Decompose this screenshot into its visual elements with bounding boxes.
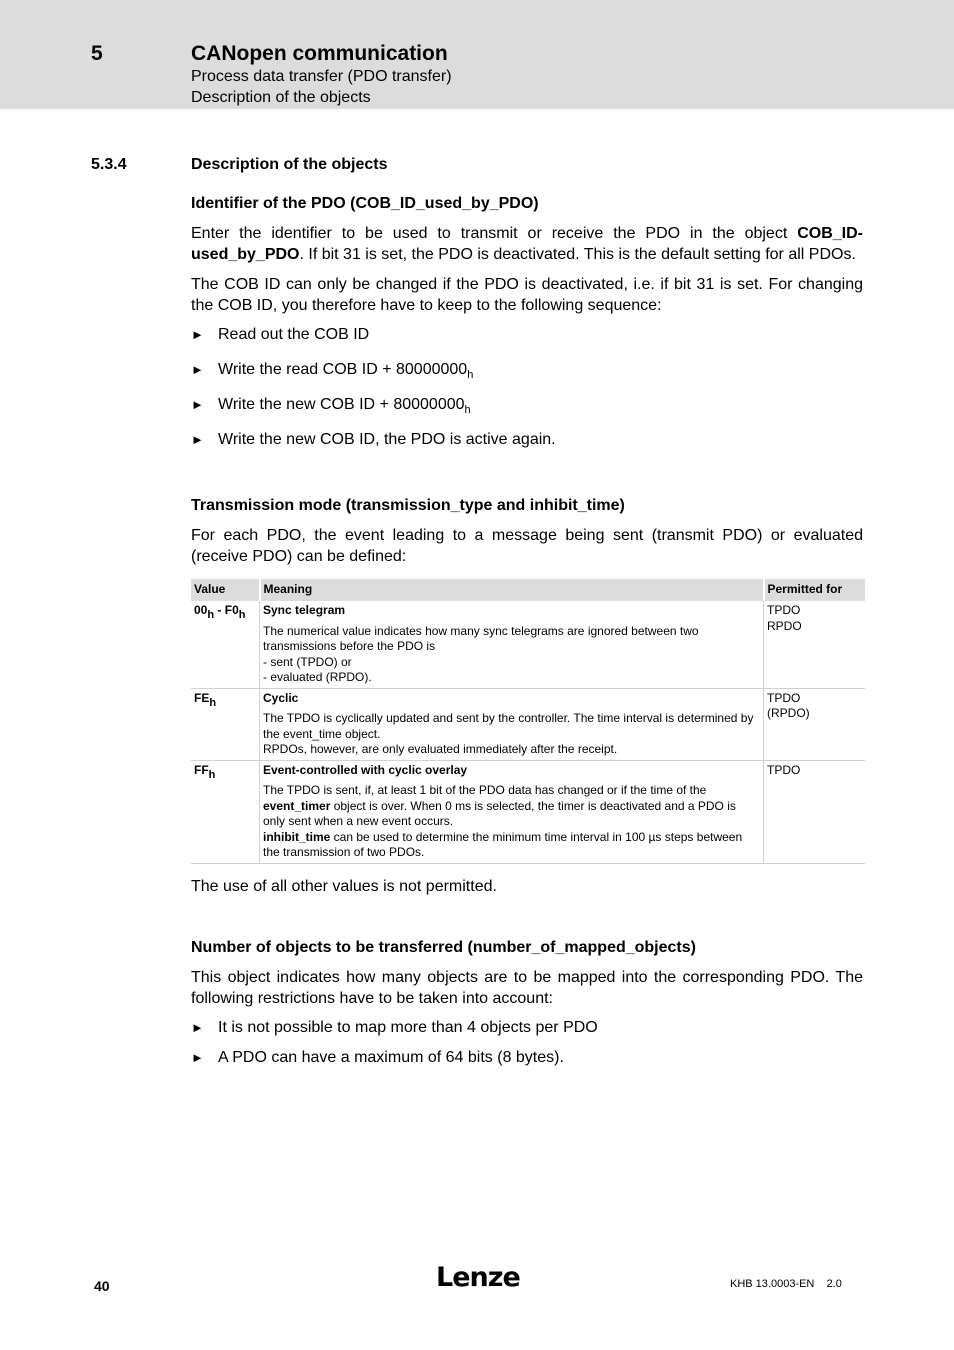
- mapped-section: [191, 938, 863, 1078]
- column-header-value: Value: [191, 579, 260, 601]
- permitted-cell: TPDO RPDO: [764, 601, 866, 688]
- value-cell: $00_h - F0_h$: [191, 601, 260, 688]
- list-item: ► Write the new COB ID + $80000000_h$: [191, 396, 471, 416]
- value-cell: $FF_h$: [191, 760, 260, 863]
- arrow-right-icon: ►: [191, 397, 204, 412]
- permitted-cell: TPDO: [764, 760, 866, 863]
- meaning-cell: [260, 760, 764, 863]
- chapter-subtitle-2: Description of the objects: [191, 89, 371, 106]
- chapter-title: CANopen communication: [191, 42, 448, 65]
- meaning-heading: Event-controlled with cyclic overlay: [263, 762, 468, 777]
- lenze-logo: Lenze: [436, 1262, 520, 1293]
- document-id: KHB 13.0003-EN 2.0: [730, 1278, 842, 1290]
- mapped-paragraph: This object indicates how many objects are to be mapped into the corresponding PDO. The following restrictions have to be taken into account:: [191, 969, 863, 1007]
- transmission-paragraph: For each PDO, the event leading to a message being sent (transmit PDO) or evaluated (receive PDO) can be defined:: [191, 527, 863, 565]
- meaning-body: The numerical value indicates how many sync telegrams are ignored between two transmissions before the PDO is - sent (TPDO) or - evaluated (RPDO).: [263, 623, 699, 684]
- identifier-heading: Identifier of the PDO (COB_ID_used_by_PDO): [191, 195, 539, 212]
- mapped-bullet-list: [191, 1018, 863, 1068]
- section-title: Description of the objects: [191, 156, 388, 173]
- table-note: [191, 877, 863, 898]
- permitted-cell: TPDO (RPDO): [764, 688, 866, 760]
- list-item: ► Write the new COB ID, the PDO is active again.: [191, 431, 556, 448]
- value-cell: $FE_h$: [191, 688, 260, 760]
- transmission-table: [191, 579, 865, 864]
- table-header-row: [191, 579, 865, 601]
- chapter-number: 5: [91, 42, 103, 65]
- meaning-heading: Sync telegram: [263, 603, 346, 617]
- list-item: ► A PDO can have a maximum of 64 bits (8 bytes).: [191, 1049, 564, 1066]
- chapter-subtitle-1: Process data transfer (PDO transfer): [191, 68, 452, 85]
- table-note-text: The use of all other values is not permitted.: [191, 878, 497, 895]
- arrow-right-icon: ►: [191, 1020, 204, 1035]
- arrow-right-icon: ►: [191, 362, 204, 377]
- column-header-permitted: Permitted for: [764, 579, 866, 601]
- table-row: [191, 760, 865, 863]
- arrow-right-icon: ►: [191, 432, 204, 447]
- list-item: ► Write the read COB ID + $80000000_h$: [191, 361, 474, 381]
- identifier-paragraph-1: Enter the identifier to be used to transmit or receive the PDO in the object COB_ID-used_by_PDO. If bit 31 is set, the PDO is deactivated. This is the default setting for all PDOs.: [191, 225, 863, 263]
- list-item: ► It is not possible to map more than 4 objects per PDO: [191, 1019, 598, 1036]
- meaning-cell: [260, 601, 764, 688]
- transmission-heading: Transmission mode (transmission_type and inhibit_time): [191, 497, 625, 514]
- meaning-cell: [260, 688, 764, 760]
- meaning-body: The TPDO is sent, if, at least 1 bit of the PDO data has changed or if the time of the event_timer object is over. When 0 ms is selected, the timer is deactivated and a PDO is only sent when a new event occurs. inhibit_time can be used to determine the minimum time interval in 100 µs steps between the transmission of two PDOs.: [263, 783, 743, 859]
- section-number: 5.3.4: [91, 156, 127, 173]
- header-band: [0, 0, 954, 109]
- transmission-section: [191, 496, 863, 567]
- column-header-meaning: Meaning: [260, 579, 764, 601]
- meaning-heading: Cyclic: [263, 690, 299, 705]
- table-row: [191, 688, 865, 760]
- meaning-body: The TPDO is cyclically updated and sent by the controller. The time interval is determined by the event_time object. RPDOs, however, are only evaluated immediately after the receipt.: [263, 711, 754, 756]
- page-number: 40: [94, 1278, 110, 1294]
- identifier-paragraph-2: The COB ID can only be changed if the PDO is deactivated, i.e. if bit 31 is set. For changing the COB ID, you therefore have to keep to the following sequence:: [191, 276, 863, 314]
- list-item: ► Read out the COB ID: [191, 326, 370, 343]
- arrow-right-icon: ►: [191, 327, 204, 342]
- table-row: [191, 601, 865, 688]
- identifier-section: [191, 194, 863, 465]
- identifier-bullet-list: [191, 325, 863, 455]
- mapped-heading: Number of objects to be transferred (number_of_mapped_objects): [191, 939, 696, 956]
- arrow-right-icon: ►: [191, 1050, 204, 1065]
